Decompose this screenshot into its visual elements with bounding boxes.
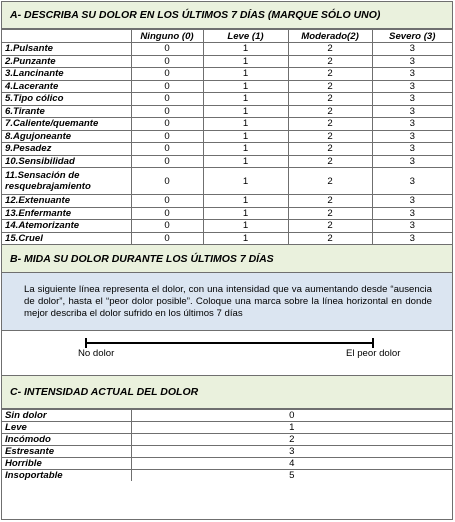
- col-header-leve: Leve (1): [203, 30, 288, 43]
- scale-line[interactable]: [86, 342, 373, 344]
- score-option-leve[interactable]: 1: [203, 232, 288, 244]
- pain-questionnaire-form: [1, 1, 453, 520]
- score-option-ninguno[interactable]: 0: [131, 118, 203, 131]
- table-row: [2, 118, 452, 131]
- score-option-severo[interactable]: 3: [372, 105, 452, 118]
- score-option-moderado[interactable]: 2: [288, 207, 372, 220]
- pain-visual-scale[interactable]: [2, 331, 452, 376]
- score-option-ninguno[interactable]: 0: [131, 80, 203, 93]
- col-header-severo: Severo (3): [372, 30, 452, 43]
- intensity-row[interactable]: [2, 470, 452, 482]
- descriptor-label: 4.Lacerante: [2, 80, 131, 93]
- intensity-value[interactable]: 5: [131, 470, 452, 482]
- score-option-moderado[interactable]: 2: [288, 43, 372, 56]
- score-option-leve[interactable]: 1: [203, 207, 288, 220]
- score-option-ninguno[interactable]: 0: [131, 207, 203, 220]
- descriptor-label: 7.Caliente/quemante: [2, 118, 131, 131]
- table-row: [2, 143, 452, 156]
- intensity-value[interactable]: 2: [131, 434, 452, 446]
- score-option-ninguno[interactable]: 0: [131, 93, 203, 106]
- score-option-leve[interactable]: 1: [203, 43, 288, 56]
- score-option-severo[interactable]: 3: [372, 168, 452, 195]
- descriptor-label: 9.Pesadez: [2, 143, 131, 156]
- intensity-label: Leve: [2, 422, 131, 434]
- intensity-label: Insoportable: [2, 470, 131, 482]
- descriptor-label: 6.Tirante: [2, 105, 131, 118]
- score-option-ninguno[interactable]: 0: [131, 43, 203, 56]
- intensity-row[interactable]: [2, 410, 452, 422]
- score-option-severo[interactable]: 3: [372, 43, 452, 56]
- table-row: [2, 55, 452, 68]
- table-row: [2, 232, 452, 244]
- score-option-leve[interactable]: 1: [203, 105, 288, 118]
- score-option-leve[interactable]: 1: [203, 195, 288, 208]
- score-option-severo[interactable]: 3: [372, 220, 452, 233]
- descriptor-label: 14.Atemorizante: [2, 220, 131, 233]
- score-option-ninguno[interactable]: 0: [131, 232, 203, 244]
- score-option-moderado[interactable]: 2: [288, 80, 372, 93]
- score-option-ninguno[interactable]: 0: [131, 143, 203, 156]
- current-intensity-table: [2, 409, 452, 481]
- intensity-label: Sin dolor: [2, 410, 131, 422]
- intensity-row[interactable]: [2, 458, 452, 470]
- scale-end-tick: [372, 338, 374, 348]
- table-row: [2, 220, 452, 233]
- score-option-leve[interactable]: 1: [203, 143, 288, 156]
- score-option-severo[interactable]: 3: [372, 68, 452, 81]
- table-row: [2, 155, 452, 168]
- pain-descriptor-table: [2, 29, 452, 244]
- score-option-ninguno[interactable]: 0: [131, 105, 203, 118]
- score-option-moderado[interactable]: 2: [288, 105, 372, 118]
- descriptor-label: 2.Punzante: [2, 55, 131, 68]
- intensity-label: Horrible: [2, 458, 131, 470]
- score-option-moderado[interactable]: 2: [288, 55, 372, 68]
- score-option-moderado[interactable]: 2: [288, 93, 372, 106]
- intensity-label: Incómodo: [2, 434, 131, 446]
- score-option-moderado[interactable]: 2: [288, 130, 372, 143]
- score-option-leve[interactable]: 1: [203, 220, 288, 233]
- score-option-leve[interactable]: 1: [203, 118, 288, 131]
- score-option-moderado[interactable]: 2: [288, 118, 372, 131]
- score-option-ninguno[interactable]: 0: [131, 130, 203, 143]
- section-b-title: B- MIDA SU DOLOR DURANTE LOS ÚLTIMOS 7 DÍAS: [10, 252, 274, 265]
- table-row: [2, 207, 452, 220]
- score-option-severo[interactable]: 3: [372, 93, 452, 106]
- score-option-leve[interactable]: 1: [203, 80, 288, 93]
- section-a-header: [2, 2, 452, 29]
- score-option-ninguno[interactable]: 0: [131, 220, 203, 233]
- table-row: [2, 43, 452, 56]
- header-empty-cell: [2, 30, 131, 43]
- intensity-value[interactable]: 1: [131, 422, 452, 434]
- table-row: [2, 105, 452, 118]
- score-option-leve[interactable]: 1: [203, 68, 288, 81]
- score-option-moderado[interactable]: 2: [288, 195, 372, 208]
- section-b-header: [2, 244, 452, 273]
- table-row: [2, 168, 452, 195]
- table-row: [2, 195, 452, 208]
- score-option-leve[interactable]: 1: [203, 155, 288, 168]
- score-option-moderado[interactable]: 2: [288, 168, 372, 195]
- intensity-value[interactable]: 3: [131, 446, 452, 458]
- score-option-ninguno[interactable]: 0: [131, 68, 203, 81]
- score-option-moderado[interactable]: 2: [288, 68, 372, 81]
- table-header-row: [2, 30, 452, 43]
- descriptor-label: 11.Sensación de resquebrajamiento: [2, 168, 131, 195]
- col-header-moderado: Moderado(2): [288, 30, 372, 43]
- col-header-ninguno: Ninguno (0): [131, 30, 203, 43]
- score-option-moderado[interactable]: 2: [288, 232, 372, 244]
- score-option-leve[interactable]: 1: [203, 55, 288, 68]
- score-option-severo[interactable]: 3: [372, 195, 452, 208]
- intensity-row[interactable]: [2, 422, 452, 434]
- descriptor-label: 1.Pulsante: [2, 43, 131, 56]
- score-option-leve[interactable]: 1: [203, 93, 288, 106]
- score-option-moderado[interactable]: 2: [288, 220, 372, 233]
- intensity-row[interactable]: [2, 434, 452, 446]
- descriptor-label: 13.Enfermante: [2, 207, 131, 220]
- instructions-text: La siguiente línea representa el dolor, con una intensidad que va aumentando desde “ausencia de dolor”, hasta el “peor dolor posible”. Coloque una marca sobre la línea horizontal en donde mejor describa el dolor sufrido en los últimos 7 días: [24, 284, 432, 319]
- score-option-severo[interactable]: 3: [372, 55, 452, 68]
- descriptor-label: 5.Tipo cólico: [2, 93, 131, 106]
- scale-label-no-dolor: No dolor: [78, 348, 115, 359]
- intensity-value[interactable]: 4: [131, 458, 452, 470]
- score-option-moderado[interactable]: 2: [288, 143, 372, 156]
- intensity-value[interactable]: 0: [131, 410, 452, 422]
- section-c-header: [2, 376, 452, 409]
- table-row: [2, 130, 452, 143]
- table-row: [2, 68, 452, 81]
- score-option-moderado[interactable]: 2: [288, 155, 372, 168]
- score-option-ninguno[interactable]: 0: [131, 168, 203, 195]
- descriptor-label: 3.Lancinante: [2, 68, 131, 81]
- intensity-row[interactable]: [2, 446, 452, 458]
- scale-label-peor-dolor: El peor dolor: [346, 348, 401, 359]
- section-b-instructions: [2, 273, 452, 331]
- section-c-title: C- INTENSIDAD ACTUAL DEL DOLOR: [10, 386, 199, 398]
- descriptor-label: 15.Cruel: [2, 232, 131, 244]
- descriptor-label: 10.Sensibilidad: [2, 155, 131, 168]
- score-option-severo[interactable]: 3: [372, 232, 452, 244]
- score-option-severo[interactable]: 3: [372, 155, 452, 168]
- intensity-label: Estresante: [2, 446, 131, 458]
- score-option-leve[interactable]: 1: [203, 168, 288, 195]
- score-option-ninguno[interactable]: 0: [131, 195, 203, 208]
- score-option-severo[interactable]: 3: [372, 143, 452, 156]
- table-row: [2, 93, 452, 106]
- score-option-severo[interactable]: 3: [372, 130, 452, 143]
- score-option-leve[interactable]: 1: [203, 130, 288, 143]
- score-option-severo[interactable]: 3: [372, 80, 452, 93]
- descriptor-label: 8.Agujoneante: [2, 130, 131, 143]
- score-option-ninguno[interactable]: 0: [131, 55, 203, 68]
- score-option-severo[interactable]: 3: [372, 118, 452, 131]
- table-row: [2, 80, 452, 93]
- score-option-ninguno[interactable]: 0: [131, 155, 203, 168]
- section-a-title: A- DESCRIBA SU DOLOR EN LOS ÚLTIMOS 7 DÍAS (MARQUE SÓLO UNO): [10, 9, 381, 21]
- descriptor-label: 12.Extenuante: [2, 195, 131, 208]
- score-option-severo[interactable]: 3: [372, 207, 452, 220]
